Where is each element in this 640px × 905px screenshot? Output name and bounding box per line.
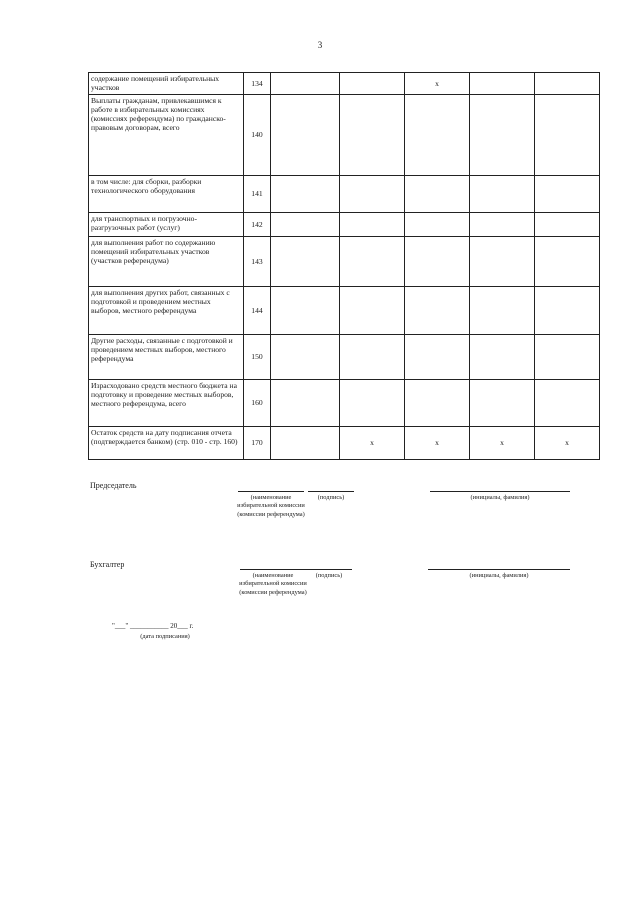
table-row	[89, 380, 600, 427]
value-cell	[535, 380, 600, 427]
table-row	[89, 287, 600, 335]
table-row	[89, 427, 600, 460]
accountant-name-caption: (наименование избирательной комиссии (комиссии референдума)	[239, 572, 307, 596]
value-cell: x	[405, 73, 470, 95]
value-cell	[340, 287, 405, 335]
value-cell	[405, 335, 470, 380]
value-cell	[271, 213, 340, 237]
value-cell	[340, 335, 405, 380]
value-cell	[535, 213, 600, 237]
chairman-sign-line	[308, 491, 354, 492]
value-cell	[535, 287, 600, 335]
row-label: Другие расходы, связанные с подготовкой и проведением местных выборов, местного референдума	[89, 335, 244, 380]
row-code: 143	[244, 237, 271, 287]
row-label: в том числе: для сборки, разборки технологического оборудования	[89, 176, 244, 213]
accountant-title: Бухгалтер	[90, 560, 125, 569]
signing-date-field: "___" ___________ 20___ г.	[112, 622, 194, 630]
chairman-initials-line	[430, 491, 570, 492]
row-label: Израсходовано средств местного бюджета на подготовку и проведение местных выборов, местного референдума, всего	[89, 380, 244, 427]
value-cell: x	[535, 427, 600, 460]
value-cell	[535, 335, 600, 380]
value-cell	[470, 287, 535, 335]
value-cell	[470, 73, 535, 95]
value-cell	[405, 176, 470, 213]
value-cell	[271, 335, 340, 380]
row-code: 144	[244, 287, 271, 335]
value-cell	[470, 335, 535, 380]
row-label: для выполнения работ по содержанию помещений избирательных участков (участков референдума)	[89, 237, 244, 287]
table-row	[89, 237, 600, 287]
table-row	[89, 73, 600, 95]
value-cell	[340, 380, 405, 427]
value-cell	[405, 380, 470, 427]
value-cell	[271, 287, 340, 335]
table-row	[89, 213, 600, 237]
row-code: 134	[244, 73, 271, 95]
row-label: Выплаты гражданам, привлекавшимся к работе в избирательных комиссиях (комиссиях референдума) по гражданско-правовым договорам, всего	[89, 95, 244, 176]
page-number: 3	[317, 40, 323, 50]
value-cell	[535, 73, 600, 95]
value-cell	[535, 237, 600, 287]
value-cell	[405, 287, 470, 335]
value-cell	[470, 237, 535, 287]
table-row	[89, 335, 600, 380]
value-cell	[405, 237, 470, 287]
chairman-title: Председатель	[90, 481, 137, 490]
value-cell	[535, 176, 600, 213]
row-label: для выполнения других работ, связанных с подготовкой и проведением местных выборов, местного референдума	[89, 287, 244, 335]
table-row	[89, 95, 600, 176]
row-code: 150	[244, 335, 271, 380]
value-cell	[405, 213, 470, 237]
chairman-sign-caption: (подпись)	[317, 494, 345, 501]
row-code: 160	[244, 380, 271, 427]
value-cell	[340, 213, 405, 237]
value-cell	[271, 95, 340, 176]
accountant-sign-line	[306, 569, 352, 570]
value-cell	[340, 237, 405, 287]
value-cell: x	[470, 427, 535, 460]
value-cell	[340, 73, 405, 95]
value-cell	[470, 380, 535, 427]
row-label: для транспортных и погрузочно-разгрузочных работ (услуг)	[89, 213, 244, 237]
value-cell	[271, 237, 340, 287]
value-cell	[271, 427, 340, 460]
accountant-name-line	[240, 569, 306, 570]
value-cell	[340, 176, 405, 213]
value-cell	[271, 73, 340, 95]
accountant-initials-line	[428, 569, 570, 570]
row-code: 142	[244, 213, 271, 237]
row-label: Остаток средств на дату подписания отчета (подтверждается банком) (стр. 010 - стр. 160)	[89, 427, 244, 460]
row-label: содержание помещений избирательных участков	[89, 73, 244, 95]
row-code: 140	[244, 95, 271, 176]
value-cell: x	[340, 427, 405, 460]
chairman-initials-caption: (инициалы, фамилия)	[470, 494, 530, 501]
table-row	[89, 176, 600, 213]
signing-date-caption: (дата подписания)	[140, 633, 190, 640]
value-cell	[340, 95, 405, 176]
value-cell	[271, 176, 340, 213]
value-cell: x	[405, 427, 470, 460]
row-code: 170	[244, 427, 271, 460]
value-cell	[271, 380, 340, 427]
expense-report-table	[88, 72, 600, 460]
value-cell	[535, 95, 600, 176]
value-cell	[470, 95, 535, 176]
chairman-name-line	[238, 491, 304, 492]
value-cell	[470, 176, 535, 213]
value-cell	[405, 95, 470, 176]
accountant-sign-caption: (подпись)	[315, 572, 343, 579]
chairman-name-caption: (наименование избирательной комиссии (комиссии референдума)	[237, 494, 305, 518]
value-cell	[470, 213, 535, 237]
row-code: 141	[244, 176, 271, 213]
accountant-initials-caption: (инициалы, фамилия)	[469, 572, 529, 579]
